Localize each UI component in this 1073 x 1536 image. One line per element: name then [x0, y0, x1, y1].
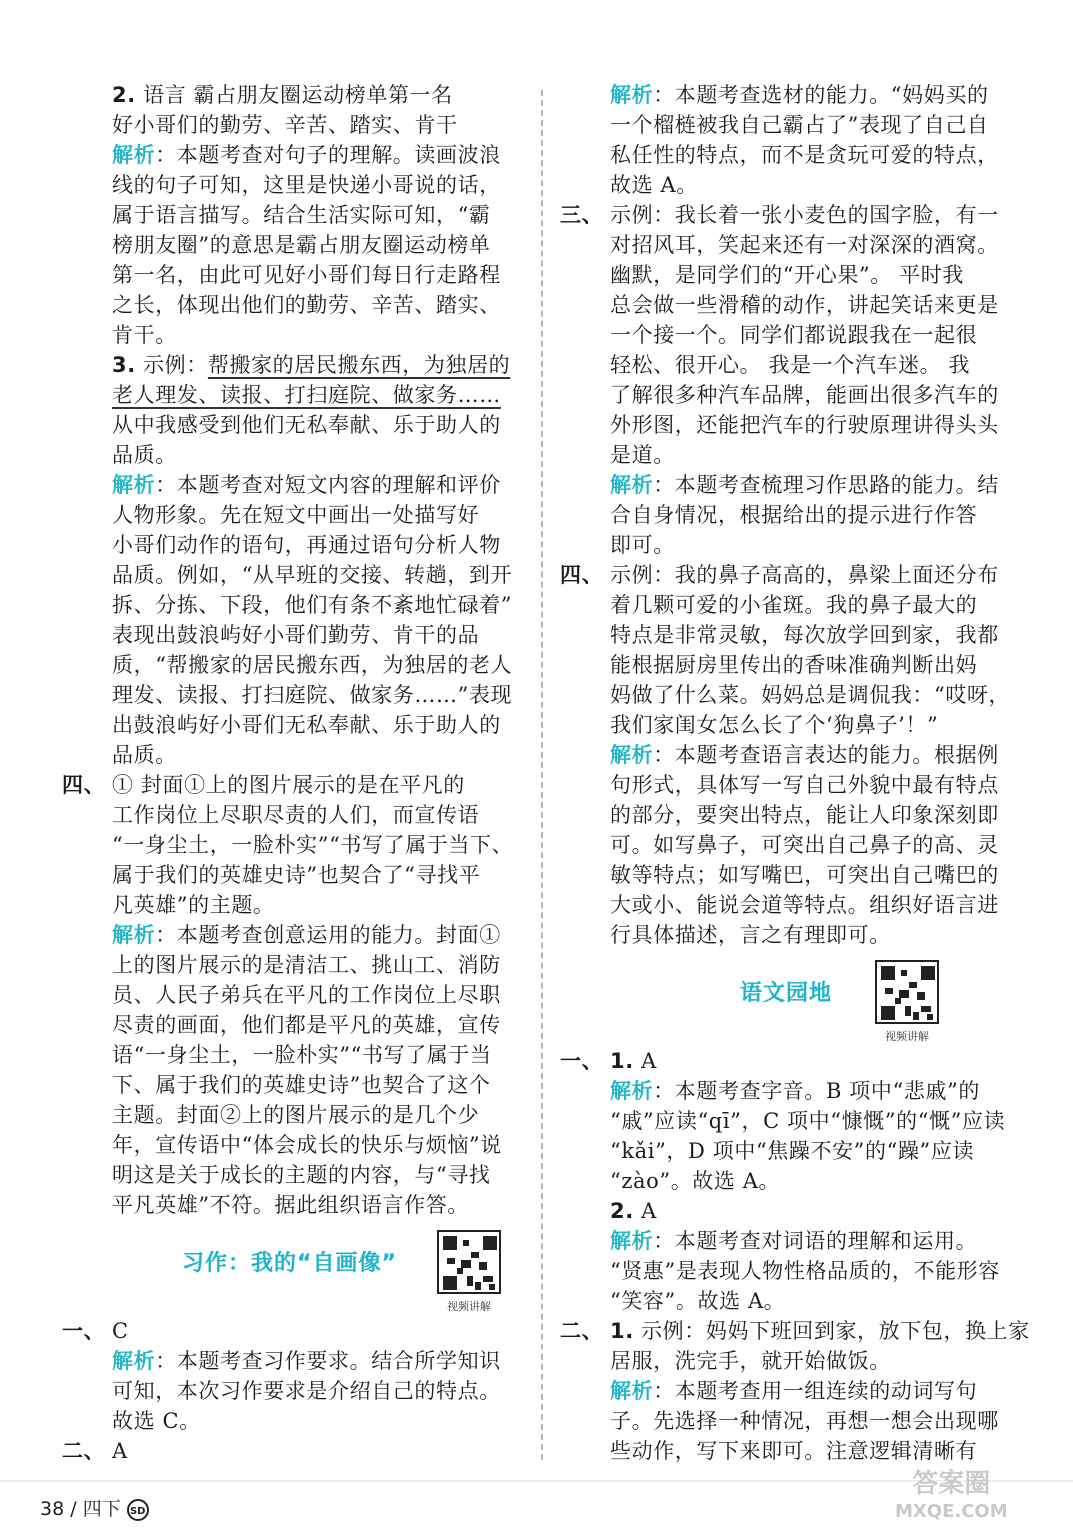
text-run: 大或小、能说会道等特点。组织好语言进	[610, 893, 999, 917]
text-run: 从中我感受到他们无私奉献、乐于助人的	[112, 413, 501, 437]
text-run: 私任性的特点，而不是贪玩可爱的特点，	[610, 143, 999, 167]
analysis-label: 解析	[610, 83, 654, 107]
section-heading-block	[112, 1230, 527, 1313]
section-number: 四、	[560, 563, 604, 587]
text-run: 能根据厨房里传出的香味准确判断出妈	[610, 653, 978, 677]
watermark-line2: MXQE.COM	[895, 1501, 1008, 1522]
text-run: 好小哥们的勤劳、辛苦、踏实、肯干	[112, 113, 458, 137]
text-line	[610, 1406, 1030, 1436]
text-run: “kǎi”，D 项中“焦躁不安”的“躁”应读	[610, 1139, 975, 1163]
analysis-label: 解析	[610, 1379, 654, 1403]
section-number: 一、	[560, 1049, 604, 1073]
analysis-label: 解析	[610, 473, 654, 497]
text-line	[112, 530, 527, 560]
text-line	[560, 200, 1030, 230]
text-line	[112, 410, 527, 440]
text-line	[560, 560, 1030, 590]
text-run: 明这是关于成长的主题的内容，与“寻找	[112, 1163, 491, 1187]
text-line	[62, 1316, 527, 1346]
text-run: 拆、分拣、下段，他们有条不紊地忙碌着”	[112, 593, 513, 617]
text-run: 我们家闺女怎么长了个‘狗鼻子’！”	[610, 713, 939, 737]
text-run: 第一名，由此可见好小哥们每日行走路程	[112, 263, 501, 287]
text-run: 外形图，还能把汽车的行驶原理讲得头头	[610, 413, 999, 437]
text-run: A	[112, 1439, 128, 1463]
text-run: 尽责的画面，他们都是平凡的英雄，宣传	[112, 1013, 501, 1037]
section-number: 二、	[62, 1439, 106, 1463]
text-line	[610, 140, 1030, 170]
text-line	[610, 1166, 1030, 1196]
column-divider	[541, 90, 543, 1460]
text-line	[610, 1106, 1030, 1136]
text-run: ：本题考查习作要求。结合所学知识	[155, 1349, 501, 1373]
text-run: “一身尘土，一脸朴实”“书写了属于当下、	[112, 833, 514, 857]
text-run: 子。先选择一种情况，再想一想会出现哪	[610, 1409, 999, 1433]
text-run: 了解很多种汽车品牌，能画出很多汽车的	[610, 383, 999, 407]
text-line	[610, 590, 1030, 620]
qr-code-icon[interactable]	[437, 1230, 501, 1294]
analysis-label: 解析	[610, 1229, 654, 1253]
text-line	[112, 620, 527, 650]
watermark-line1: 答案圈	[912, 1469, 991, 1499]
text-run: 品质。	[112, 743, 177, 767]
text-run: 理发、读报、打扫庭院、做家务……”表现	[112, 683, 513, 707]
text-run: 工作岗位上尽职尽责的人们，而宣传语	[112, 803, 480, 827]
text-run: 上的图片展示的是清洁工、挑山工、消防	[112, 953, 501, 977]
text-line	[112, 920, 527, 950]
text-line	[610, 470, 1030, 500]
text-run: 故选 C。	[112, 1409, 201, 1433]
text-line	[112, 1040, 527, 1070]
text-run: 品质。	[112, 443, 177, 467]
text-run: 着几颗可爱的小雀斑。我的鼻子最大的	[610, 593, 978, 617]
page-footer	[40, 1494, 149, 1521]
text-line	[112, 1190, 527, 1220]
text-run: 妈做了什么菜。妈妈总是调侃我：“哎呀，	[610, 683, 1011, 707]
text-line	[112, 980, 527, 1010]
text-run: 敏等特点；如写嘴巴，可突出自己嘴巴的	[610, 863, 999, 887]
text-line	[610, 890, 1030, 920]
section-heading: 习作：我的“自画像”	[182, 1251, 397, 1276]
text-line	[610, 860, 1030, 890]
text-line	[610, 1256, 1030, 1286]
section-number: 一、	[62, 1319, 106, 1343]
section-heading-block	[610, 960, 1030, 1043]
underlined-answer: 老人理发、读报、打扫庭院、做家务……	[112, 383, 501, 407]
question-number: 1.	[610, 1049, 634, 1073]
text-run: 示例：	[135, 353, 208, 377]
text-run: 故选 A。	[610, 173, 698, 197]
qr-code-icon[interactable]	[875, 960, 939, 1024]
text-run: 主题。封面②上的图片展示的是几个少	[112, 1103, 480, 1127]
text-line	[112, 650, 527, 680]
text-line	[112, 1130, 527, 1160]
text-line	[112, 680, 527, 710]
text-line	[112, 830, 527, 860]
text-line	[112, 500, 527, 530]
text-line	[610, 710, 1030, 740]
text-line	[112, 590, 527, 620]
text-line	[112, 1376, 527, 1406]
section-heading: 语文园地	[740, 981, 833, 1006]
page-number: 38	[40, 1498, 65, 1520]
text-line	[112, 320, 527, 350]
text-run: ：本题考查创意运用的能力。封面①	[155, 923, 501, 947]
text-line	[62, 770, 527, 800]
right-column	[560, 80, 1030, 1466]
text-run: ：本题考查对短文内容的理解和评价	[155, 473, 501, 497]
text-run: ：本题考查对词语的理解和运用。	[653, 1229, 978, 1253]
text-line	[112, 1160, 527, 1190]
text-line	[112, 260, 527, 290]
text-line	[112, 1406, 527, 1436]
text-run: ：本题考查对句子的理解。读画波浪	[155, 143, 501, 167]
text-run: 示例：妈妈下班回到家，放下包，换上家	[633, 1319, 1030, 1343]
text-line	[112, 290, 527, 320]
text-line	[112, 950, 527, 980]
text-line	[112, 170, 527, 200]
question-number: 1.	[610, 1319, 634, 1343]
analysis-label: 解析	[610, 743, 654, 767]
text-line	[112, 1346, 527, 1376]
section-number: 二、	[560, 1319, 604, 1343]
text-line	[610, 380, 1030, 410]
text-run: 凡英雄”的主题。	[112, 893, 275, 917]
text-run: “戚”应读“qī”，C 项中“慷慨”的“慨”应读	[610, 1109, 1006, 1133]
text-line	[610, 1226, 1030, 1256]
text-line	[610, 110, 1030, 140]
text-line	[112, 1010, 527, 1040]
text-line	[560, 1046, 1030, 1076]
text-line	[610, 1376, 1030, 1406]
text-line	[610, 500, 1030, 530]
text-run: 可。如写鼻子，可突出自己鼻子的高、灵	[610, 833, 999, 857]
text-run: A	[633, 1199, 657, 1223]
text-run: 肯干。	[112, 323, 177, 347]
text-line	[112, 710, 527, 740]
text-run: 员、人民子弟兵在平凡的工作岗位上尽职	[112, 983, 501, 1007]
text-line	[610, 530, 1030, 560]
text-line	[112, 890, 527, 920]
text-run: 人物形象。先在短文中画出一处描写好	[112, 503, 480, 527]
text-run: 幽默，是同学们的“开心果”。 平时我	[610, 263, 964, 287]
text-line	[560, 1316, 1030, 1346]
text-run: 之长，体现出他们的勤劳、辛苦、踏实、	[112, 293, 501, 317]
text-run: 年，宣传语中“体会成长的快乐与烦恼”说	[112, 1133, 502, 1157]
text-line	[112, 350, 527, 380]
text-line	[610, 680, 1030, 710]
text-line	[610, 320, 1030, 350]
analysis-label: 解析	[112, 1349, 156, 1373]
text-run: 即可。	[610, 533, 675, 557]
text-line	[610, 230, 1030, 260]
text-run: 句形式，具体写一写自己外貌中最有特点	[610, 773, 999, 797]
text-line	[610, 170, 1030, 200]
section-number: 三、	[560, 203, 604, 227]
question-number: 2.	[610, 1199, 634, 1223]
text-run: 属于语言描写。结合生活实际可知，“霸	[112, 203, 491, 227]
text-line	[610, 440, 1030, 470]
grade-label: 四下	[82, 1498, 121, 1520]
text-line	[610, 740, 1030, 770]
analysis-label: 解析	[112, 923, 156, 947]
text-line	[610, 1436, 1030, 1466]
text-line	[112, 200, 527, 230]
text-run: ：本题考查选材的能力。“妈妈买的	[653, 83, 989, 107]
text-line	[610, 1136, 1030, 1166]
analysis-label: 解析	[610, 1079, 654, 1103]
text-line	[112, 110, 527, 140]
text-run: 特点是非常灵敏，每次放学回到家，我都	[610, 623, 999, 647]
text-line	[112, 80, 527, 110]
section-number: 四、	[62, 773, 106, 797]
text-line	[112, 740, 527, 770]
text-run: 轻松、很开心。 我是一个汽车迷。 我	[610, 353, 971, 377]
text-run: 一个接一个。同学们都说跟我在一起很	[610, 323, 978, 347]
text-run: 一个榴梿被我自己霸占了”表现了自己自	[610, 113, 989, 137]
text-line	[610, 800, 1030, 830]
text-run: 的部分，要突出特点，能让人印象深刻即	[610, 803, 999, 827]
left-column	[62, 80, 527, 1466]
text-run: 合自身情况，根据给出的提示进行作答	[610, 503, 978, 527]
text-line	[610, 650, 1030, 680]
text-run: 居服，洗完手，就开始做饭。	[610, 1349, 891, 1373]
text-line	[610, 620, 1030, 650]
text-line	[112, 860, 527, 890]
text-run: 属于我们的英雄史诗”也契合了“寻找平	[112, 863, 481, 887]
text-line	[610, 830, 1030, 860]
text-run: 小哥们动作的语句，再通过语句分析人物	[112, 533, 501, 557]
text-run: 品质。例如，“从早班的交接、转趟，到开	[112, 563, 513, 587]
text-run: 是道。	[610, 443, 675, 467]
qr-caption: 视频讲解	[885, 1030, 929, 1043]
text-line	[112, 1100, 527, 1130]
question-number: 3.	[112, 353, 136, 377]
text-line	[112, 560, 527, 590]
text-line	[112, 230, 527, 260]
text-run: 总会做一些滑稽的动作，讲起笑话来更是	[610, 293, 999, 317]
text-run: A	[633, 1049, 657, 1073]
text-line	[610, 1346, 1030, 1376]
site-watermark	[895, 1470, 1008, 1526]
text-line	[610, 290, 1030, 320]
text-line	[610, 1076, 1030, 1106]
analysis-label: 解析	[112, 473, 156, 497]
text-run: 对招风耳，笑起来还有一对深深的酒窝。	[610, 233, 999, 257]
qr-caption: 视频讲解	[447, 1300, 491, 1313]
text-run: ① 封面①上的图片展示的是在平凡的	[112, 773, 465, 797]
text-run: 下、属于我们的英雄史诗”也契合了这个	[112, 1073, 491, 1097]
text-line	[610, 80, 1030, 110]
text-run: 行具体描述，言之有理即可。	[610, 923, 891, 947]
text-run: ：本题考查用一组连续的动词写句	[653, 1379, 978, 1403]
text-line	[610, 410, 1030, 440]
text-run: “贤惠”是表现人物性格品质的，不能形容	[610, 1259, 1000, 1283]
text-run: C	[112, 1319, 129, 1343]
text-run: 语“一身尘土，一脸朴实”“书写了属于当	[112, 1043, 492, 1067]
text-run: 质，“帮搬家的居民搬东西，为独居的老人	[112, 653, 513, 677]
text-line	[610, 350, 1030, 380]
text-run: 表现出鼓浪屿好小哥们勤劳、肯干的品	[112, 623, 480, 647]
text-line	[112, 1070, 527, 1100]
text-line	[112, 440, 527, 470]
text-run: 示例：我长着一张小麦色的国字脸，有一	[610, 203, 999, 227]
analysis-label: 解析	[112, 143, 156, 167]
text-line	[610, 920, 1030, 950]
text-run: 出鼓浪屿好小哥们无私奉献、乐于助人的	[112, 713, 501, 737]
text-line	[112, 140, 527, 170]
edition-badge: SD	[127, 1499, 149, 1521]
text-run: 语言 霸占朋友圈运动榜单第一名	[135, 83, 453, 107]
text-line	[610, 1286, 1030, 1316]
text-run: 些动作，写下来即可。注意逻辑清晰有	[610, 1439, 978, 1463]
text-line	[610, 770, 1030, 800]
text-run: “笑容”。故选 A。	[610, 1289, 786, 1313]
text-run: ：本题考查字音。B 项中“悲戚”的	[653, 1079, 980, 1103]
text-line	[112, 470, 527, 500]
question-number: 2.	[112, 83, 136, 107]
text-line	[610, 1196, 1030, 1226]
text-run: 平凡英雄”不符。据此组织语言作答。	[112, 1193, 469, 1217]
text-run: 示例：我的鼻子高高的，鼻梁上面还分布	[610, 563, 999, 587]
underlined-answer: 帮搬家的居民搬东西，为独居的	[207, 353, 511, 377]
text-line	[112, 380, 527, 410]
text-run: 可知，本次习作要求是介绍自己的特点。	[112, 1379, 501, 1403]
text-line	[112, 800, 527, 830]
footer-separator: /	[70, 1498, 77, 1520]
text-run: 榜朋友圈”的意思是霸占朋友圈运动榜单	[112, 233, 491, 257]
text-run: ：本题考查梳理习作思路的能力。结	[653, 473, 999, 497]
text-line	[62, 1436, 527, 1466]
text-run: 线的句子可知，这里是快递小哥说的话，	[112, 173, 501, 197]
text-run: ：本题考查语言表达的能力。根据例	[653, 743, 999, 767]
text-run: “zào”。故选 A。	[610, 1169, 781, 1193]
text-line	[610, 260, 1030, 290]
